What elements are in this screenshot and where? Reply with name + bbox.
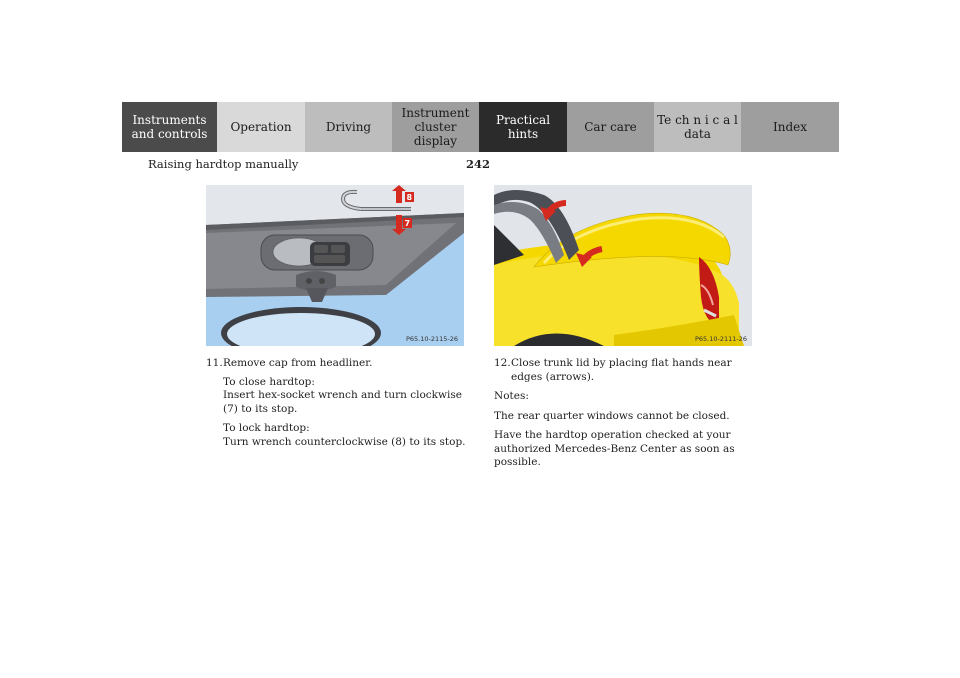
- right-column: [494, 357, 758, 470]
- note-1: The rear quarter windows cannot be closed.: [494, 409, 730, 422]
- tab-instrument-cluster-display[interactable]: Instrument cluster display: [392, 102, 479, 152]
- headliner-illustration: [206, 185, 464, 346]
- left-column: [206, 357, 468, 449]
- trunk-figure: [494, 185, 752, 346]
- trunk-illustration: [494, 185, 752, 346]
- close-hardtop-heading: To close hardtop:: [223, 375, 315, 388]
- step-text: Close trunk lid by placing flat hands near edges (arrows).: [511, 357, 732, 383]
- callout-7: 7: [404, 219, 411, 228]
- page-number: 242: [466, 157, 491, 171]
- step-11: [206, 357, 468, 371]
- lock-hardtop-text: Turn wrench counterclockwise (8) to its stop.: [223, 435, 466, 448]
- step-text: Remove cap from headliner.: [223, 357, 373, 369]
- lock-hardtop-heading: To lock hardtop:: [223, 422, 310, 434]
- figure-code: P65.10-2115-26: [405, 335, 458, 343]
- tab-car-care[interactable]: Car care: [567, 102, 654, 152]
- close-hardtop-text: Insert hex-socket wrench and turn clockwise (7) to its stop.: [223, 389, 462, 415]
- tab-practical-hints[interactable]: Practical hints: [479, 102, 567, 152]
- tab-driving[interactable]: Driving: [305, 102, 392, 152]
- section-nav: [122, 102, 839, 152]
- tab-technical-data[interactable]: Te ch n i c a l data: [654, 102, 741, 152]
- note-2: Have the hardtop operation checked at your authorized Mercedes-Benz Center as soon as possible.: [494, 429, 735, 468]
- tab-instruments-and-controls[interactable]: Instruments and controls: [122, 102, 217, 152]
- step-number: 11.: [206, 357, 223, 369]
- section-title: Raising hardtop manually: [148, 157, 299, 171]
- tab-operation[interactable]: Operation: [217, 102, 305, 152]
- step-number: 12.: [494, 357, 511, 369]
- figure-code: P65.10-2111-26: [694, 335, 747, 343]
- headliner-figure: [206, 185, 464, 346]
- tab-index[interactable]: Index: [741, 102, 839, 152]
- step-12: [494, 357, 758, 384]
- callout-8: 8: [406, 193, 413, 202]
- notes-heading: Notes:: [494, 390, 529, 402]
